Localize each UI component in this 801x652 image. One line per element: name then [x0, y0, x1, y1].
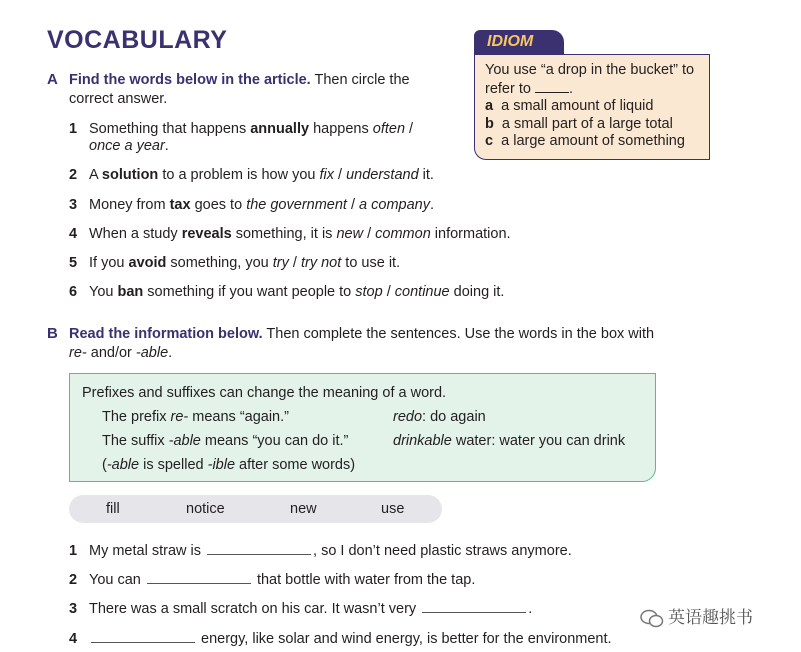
info-text: means “again.”	[188, 409, 289, 425]
question-item-5	[69, 254, 400, 272]
sentence-text: There was a small scratch on his car. It wasn’t very	[89, 601, 417, 617]
item-text: If you	[89, 255, 129, 271]
idiom-option-c[interactable]	[485, 133, 699, 151]
info-text: The suffix	[102, 433, 169, 449]
word-box-item: new	[290, 501, 317, 517]
item-text: to use it.	[341, 255, 401, 271]
item-number: 3	[69, 197, 78, 213]
idiom-option-a[interactable]	[485, 98, 699, 116]
info-prefix-rule	[102, 408, 289, 426]
option-letter: b	[485, 115, 494, 132]
answer-option[interactable]: try	[272, 255, 289, 271]
wechat-icon	[640, 609, 664, 629]
sentence-text: energy, like solar and wind energy, is better for the environment.	[201, 631, 612, 647]
item-number: 2	[69, 167, 78, 183]
affix: re-	[69, 345, 87, 361]
sentence-text: You can	[89, 572, 141, 588]
section-b-instruction-rest: Then complete the sentences. Use the words in the box with	[262, 326, 655, 342]
item-text: .	[164, 138, 169, 154]
info-suffix-example	[393, 432, 625, 450]
instruction-text: and/or	[86, 345, 136, 361]
info-text: is spelled	[139, 457, 208, 473]
item-text: something, you	[166, 255, 273, 271]
item-number: 3	[69, 601, 78, 617]
info-prefix-example	[393, 408, 486, 426]
section-a-instruction-line2: correct answer.	[69, 91, 168, 107]
section-b-letter: B	[47, 325, 58, 342]
affix: -ible	[207, 457, 236, 473]
info-text: The prefix	[102, 409, 171, 425]
affix: -able	[135, 345, 169, 361]
idiom-stem-line2: refer to .	[485, 80, 573, 97]
keyword: avoid	[128, 255, 167, 271]
watermark-text: 英语趣挑书	[668, 608, 753, 627]
idiom-box	[474, 54, 710, 160]
watermark	[640, 603, 753, 629]
option-letter: c	[485, 133, 494, 149]
option-text: a large amount of something	[501, 133, 685, 149]
item-number: 5	[69, 255, 78, 271]
word-box	[69, 495, 442, 523]
word-box-item: use	[381, 501, 405, 517]
answer-option[interactable]: common	[375, 226, 431, 242]
item-text: When a study	[89, 226, 182, 242]
answer-option[interactable]: understand	[346, 167, 419, 183]
affix: re-	[170, 409, 189, 425]
section-a-instruction-bold: Find the words below in the article.	[69, 72, 311, 88]
sentence-1	[69, 540, 572, 560]
info-text: : do again	[422, 409, 486, 425]
info-text: after some words)	[235, 457, 356, 473]
example-word: redo	[393, 409, 423, 425]
idiom-stem: You use “a drop in the bucket” to	[485, 62, 695, 78]
keyword: ban	[117, 284, 144, 300]
option-separator: /	[288, 255, 301, 271]
answer-option[interactable]: new	[336, 226, 364, 242]
info-text: water: water you can drink	[451, 433, 626, 449]
item-text: .	[429, 197, 435, 213]
keyword: solution	[101, 167, 159, 183]
idiom-blank[interactable]	[535, 80, 569, 93]
option-separator: /	[346, 197, 360, 213]
item-number: 4	[69, 631, 78, 647]
item-text: A	[89, 167, 102, 183]
item-text: something if you want people to	[143, 284, 356, 300]
item-number: 1	[69, 543, 78, 559]
item-text: Money from	[89, 197, 170, 213]
item-text: it.	[418, 167, 434, 183]
item-number: 1	[69, 121, 78, 137]
item-text: happens	[309, 121, 373, 137]
question-item-1-cont	[89, 137, 169, 155]
idiom-stem-text: refer to	[485, 80, 531, 97]
option-separator: /	[382, 284, 395, 300]
option-separator: /	[405, 121, 414, 137]
item-text: doing it.	[449, 284, 505, 300]
word-box-item: notice	[186, 501, 225, 517]
option-separator: /	[363, 226, 376, 242]
question-item-4	[69, 225, 511, 243]
sentence-2	[69, 569, 475, 589]
answer-option[interactable]: a company	[359, 197, 430, 213]
instruction-text: .	[168, 345, 173, 361]
sentence-4	[69, 628, 612, 648]
sentence-3	[69, 598, 532, 618]
answer-blank[interactable]	[91, 628, 195, 643]
answer-blank[interactable]	[207, 540, 311, 555]
idiom-option-b[interactable]	[485, 116, 699, 134]
answer-option[interactable]: often	[372, 121, 406, 137]
info-text: (	[102, 457, 107, 473]
item-text: something, it is	[231, 226, 337, 242]
question-item-3	[69, 196, 434, 214]
option-text: a small amount of liquid	[501, 98, 654, 114]
answer-option[interactable]: continue	[394, 284, 450, 300]
section-b-instruction-bold: Read the information below.	[69, 326, 263, 342]
answer-blank[interactable]	[422, 598, 526, 613]
info-note	[102, 456, 355, 474]
sentence-text: My metal straw is	[89, 543, 201, 559]
info-suffix-rule	[102, 432, 348, 450]
item-text: Something that happens	[89, 121, 251, 137]
section-b-instruction	[69, 325, 654, 343]
item-text: to a problem is how you	[158, 167, 320, 183]
question-item-6	[69, 283, 504, 301]
answer-option[interactable]: fix	[319, 167, 334, 183]
idiom-tab: IDIOM	[474, 30, 564, 54]
word-box-item: fill	[106, 501, 120, 517]
option-text: a small part of a large total	[501, 115, 673, 132]
info-heading: Prefixes and suffixes can change the meaning of a word.	[82, 385, 447, 401]
page-title: VOCABULARY	[47, 26, 228, 54]
section-a-letter: A	[47, 71, 58, 88]
item-text: goes to	[190, 197, 247, 213]
item-text: information.	[430, 226, 511, 242]
affix: -able	[168, 433, 201, 449]
question-item-1	[69, 120, 413, 138]
answer-option[interactable]: stop	[355, 284, 383, 300]
section-a-instruction-rest: Then circle the	[310, 72, 410, 88]
item-text: You	[89, 284, 118, 300]
item-number: 2	[69, 572, 78, 588]
item-number: 4	[69, 226, 78, 242]
sentence-text: .	[528, 601, 533, 617]
option-separator: /	[334, 167, 347, 183]
sentence-text: that bottle with water from the tap.	[256, 572, 476, 588]
item-number: 6	[69, 284, 78, 300]
section-b-instruction-line2	[69, 344, 172, 362]
keyword: tax	[169, 197, 191, 213]
answer-blank[interactable]	[147, 569, 251, 584]
info-text: means “you can do it.”	[200, 433, 349, 449]
answer-option[interactable]: the government	[246, 197, 347, 213]
keyword: annually	[250, 121, 310, 137]
section-a-instruction	[69, 71, 410, 89]
answer-option[interactable]: once a year	[89, 138, 165, 154]
option-letter: a	[485, 98, 494, 114]
keyword: reveals	[181, 226, 232, 242]
affix: -able	[106, 457, 140, 473]
example-word: drinkable	[393, 433, 452, 449]
answer-option[interactable]: try not	[300, 255, 342, 271]
question-item-2	[69, 166, 434, 184]
sentence-text: , so I don’t need plastic straws anymore.	[313, 543, 572, 559]
